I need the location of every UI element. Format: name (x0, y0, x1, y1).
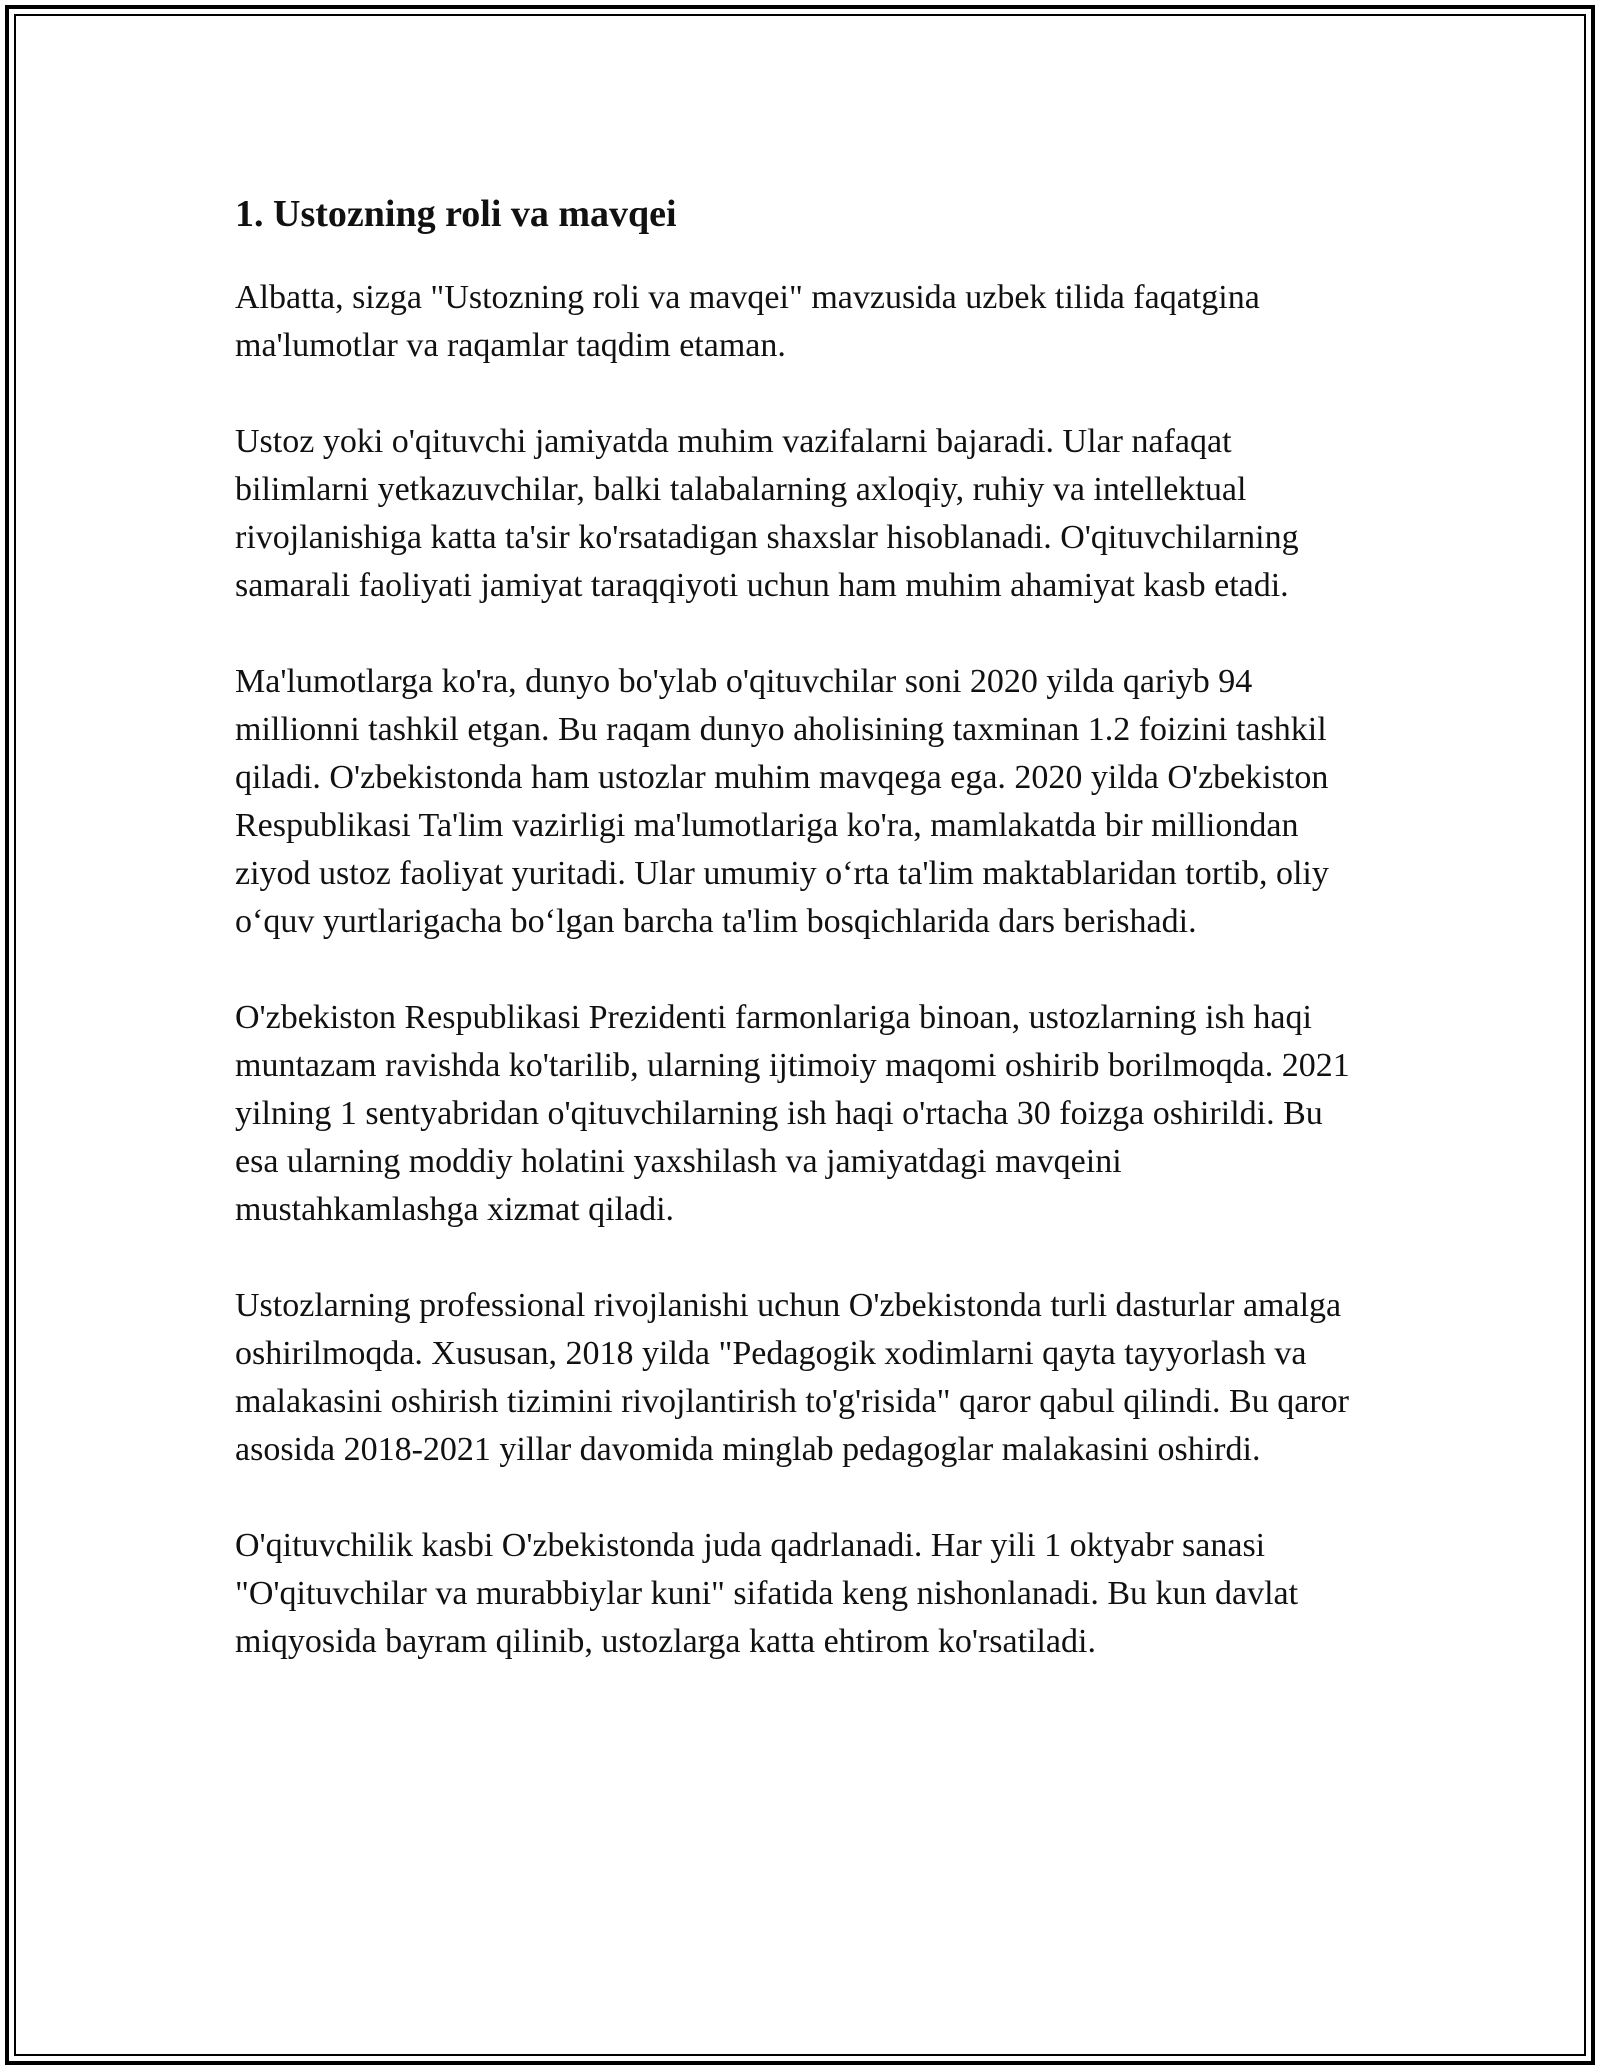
paragraph-salary: O'zbekiston Respublikasi Prezidenti farmonlariga binoan, ustozlarning ish haqi muntazam ravishda ko'tarilib, ularning ijtimoiy maqomi oshirib borilmoqda. 2021 yilning 1 sentyabridan o'qituvchilarning ish haqi o'rtacha 30 foizga oshirildi. Bu esa ularning moddiy holatini yaxshilash va jamiyatdagi mavqeini mustahkamlashga xizmat qiladi. (235, 999, 1350, 1228)
paragraph-teacher-role: Ustoz yoki o'qituvchi jamiyatda muhim vazifalarni bajaradi. Ular nafaqat bilimlarni yetkazuvchilar, balki talabalarning axloqiy, ruhiy va intellektual rivojlanishiga katta ta'sir ko'rsatadigan shaxslar hisoblanadi. O'qituvchilarning samarali faoliyati jamiyat taraqqiyoti uchun ham muhim ahamiyat kasb etadi. (235, 423, 1299, 604)
paragraph-teachers-day: O'qituvchilik kasbi O'zbekistonda juda qadrlanadi. Har yili 1 oktyabr sanasi "O'qituvchilar va murabbiylar kuni" sifatida keng nishonlanadi. Bu kun davlat miqyosida bayram qilinib, ustozlarga katta ehtirom ko'rsatiladi. (235, 1527, 1299, 1660)
document-body (235, 186, 1365, 1714)
paragraph-intro: Albatta, sizga "Ustozning roli va mavqei" mavzusida uzbek tilida faqatgina ma'lumotlar va raqamlar taqdim etaman. (235, 279, 1260, 364)
paragraph-statistics: Ma'lumotlarga ko'ra, dunyo bo'ylab o'qituvchilar soni 2020 yilda qariyb 94 millionni tashkil etgan. Bu raqam dunyo aholisining taxminan 1.2 foizini tashkil qiladi. O'zbekistonda ham ustozlar muhim mavqega ega. 2020 yilda O'zbekiston Respublikasi Ta'lim vazirligi ma'lumotlariga ko'ra, mamlakatda bir milliondan ziyod ustoz faoliyat yuritadi. Ular umumiy o‘rta ta'lim maktablaridan tortib, oliy o‘quv yurtlarigacha bo‘lgan barcha ta'lim bosqichlarida dars berishadi. (235, 663, 1329, 940)
section-title: 1. Ustozning roli va mavqei (235, 193, 677, 235)
paragraph-professional-development: Ustozlarning professional rivojlanishi uchun O'zbekistonda turli dasturlar amalga oshirilmoqda. Xususan, 2018 yilda "Pedagogik xodimlarni qayta tayyorlash va malakasini oshirish tizimini rivojlantirish to'g'risida" qaror qabul qilindi. Bu qaror asosida 2018-2021 yillar davomida minglab pedagoglar malakasini oshirdi. (235, 1287, 1349, 1468)
